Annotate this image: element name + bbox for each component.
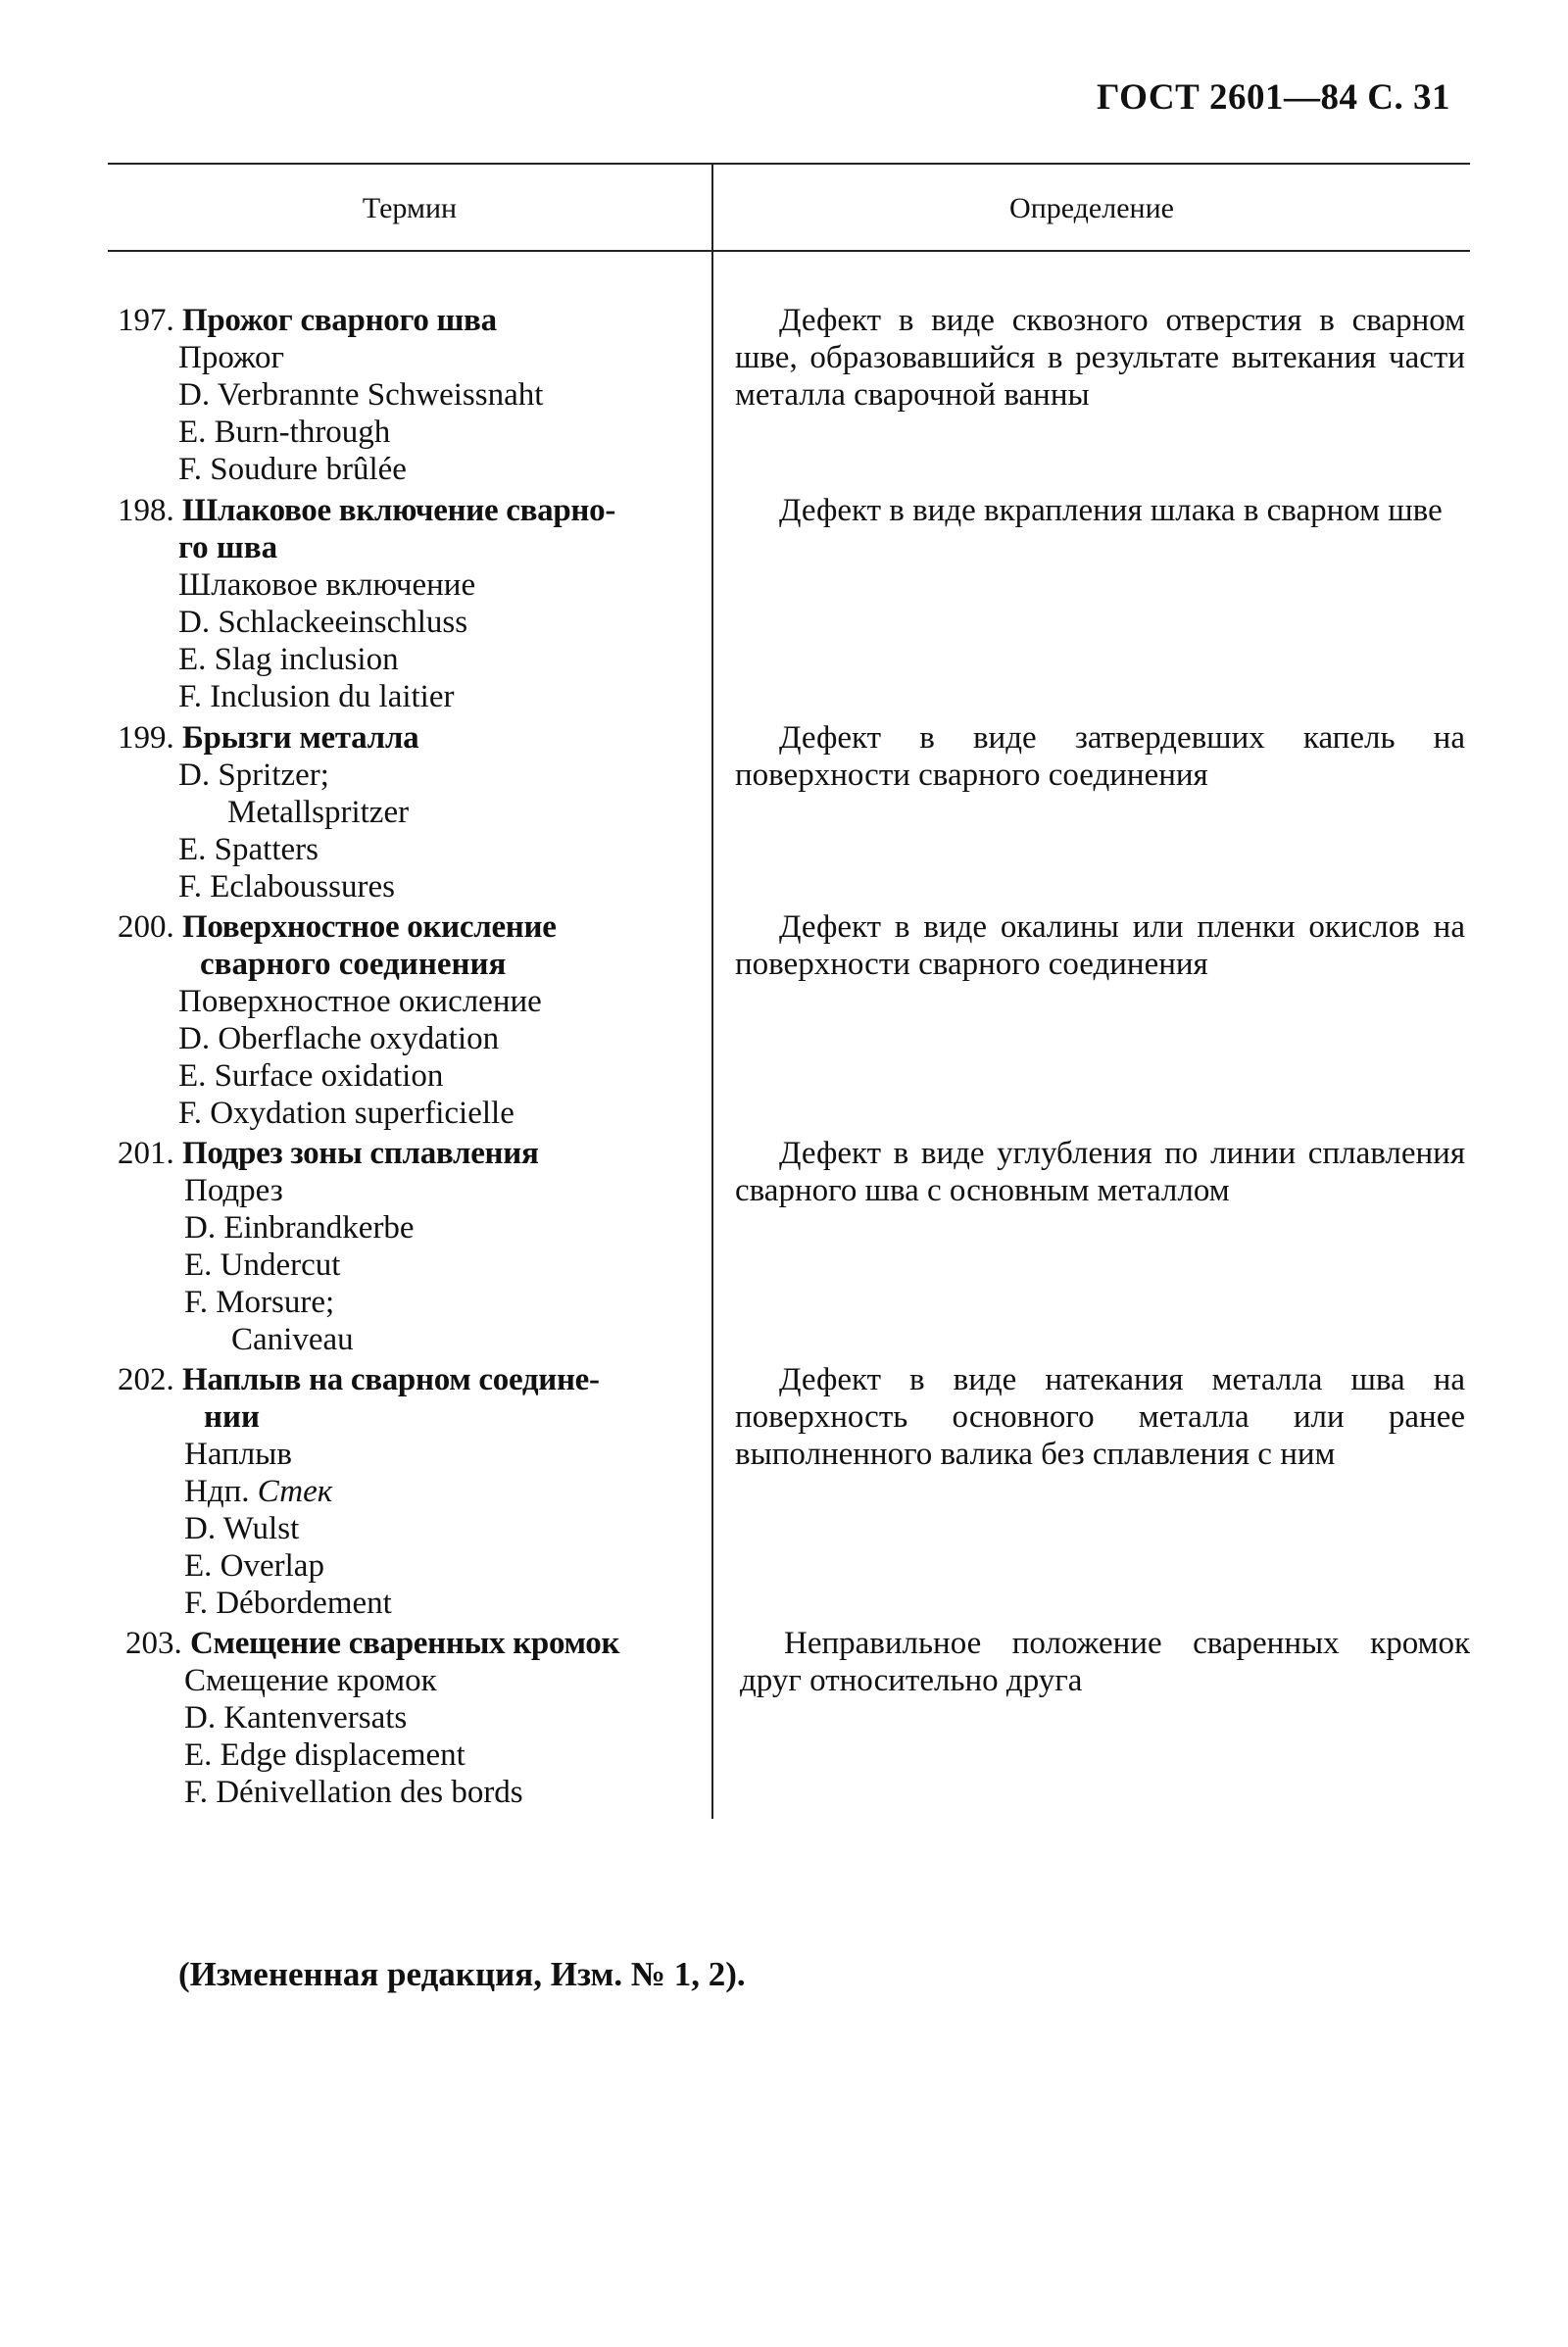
term-cell: [118, 1135, 686, 1358]
term-synonym: E. Overlap: [184, 1548, 324, 1584]
term-title-continuation: нии: [204, 1399, 261, 1435]
term-cell: [125, 1625, 694, 1811]
term-cell: [118, 492, 686, 715]
term-synonym: F. Soudure brûlée: [178, 452, 407, 487]
term-synonym: Подрез: [184, 1173, 283, 1208]
term-cell: [118, 719, 686, 905]
term-synonym: F. Morsure;: [184, 1285, 335, 1320]
term-title: 201. Подрез зоны сплавления: [118, 1136, 539, 1171]
term-synonym: D. Schlackeeinschluss: [178, 605, 468, 640]
term-title: 202. Наплыв на сварном соедине-: [118, 1362, 600, 1397]
page-header: ГОСТ 2601—84 С. 31: [1097, 77, 1450, 118]
term-synonym: F. Inclusion du laitier: [178, 679, 455, 714]
term-synonym: D. Verbrannte Schweissnaht: [178, 377, 544, 413]
term-synonym: Шлаковое включение: [178, 567, 476, 603]
term-synonym: Прожог: [178, 340, 285, 375]
term-title: 200. Поверхностное окисление: [118, 909, 557, 945]
term-synonym: D. Einbrandkerbe: [184, 1210, 415, 1246]
term-synonym: D. Oberflache oxydation: [178, 1021, 500, 1056]
term-cell: [118, 1361, 686, 1622]
term-title: 203. Смещение сваренных кромок: [125, 1626, 620, 1661]
term-synonym: Наплыв: [184, 1437, 292, 1472]
term-synonym: E. Surface oxidation: [178, 1058, 444, 1094]
term-cell: [118, 302, 686, 488]
column-divider: [711, 163, 713, 1819]
table-top-rule: [108, 163, 1470, 165]
term-synonym: D. Kantenversats: [184, 1700, 408, 1736]
term-synonym: D. Wulst: [184, 1511, 300, 1546]
definition-cell: Неправильное положение сваренных кромок друг относительно друга: [740, 1626, 1470, 1698]
term-title: 199. Брызги металла: [118, 720, 419, 756]
table-header-rule: [108, 250, 1470, 252]
term-synonym: Caniveau: [231, 1322, 354, 1357]
definition-cell: Дефект в виде вкрапления шлака в сварном шве: [779, 493, 1443, 528]
term-title-continuation: сварного соединения: [200, 947, 507, 982]
term-synonym: Смещение кромок: [184, 1663, 437, 1698]
term-synonym: E. Slag inclusion: [178, 642, 399, 677]
term-synonym: Поверхностное окисление: [178, 984, 542, 1019]
amendment-note: (Измененная редакция, Изм. № 1, 2).: [178, 1955, 746, 1993]
term-cell: [118, 908, 686, 1132]
term-synonym: F. Dénivellation des bords: [184, 1775, 523, 1810]
column-header-term: Термин: [362, 192, 458, 224]
definition-cell: Дефект в виде натекания металла шва на поверхность основного металла или ранее выполненного валика без сплавления с ним: [735, 1362, 1465, 1472]
term-synonym: F. Oxydation superficielle: [178, 1096, 514, 1131]
term-synonym: F. Eclaboussures: [178, 869, 395, 905]
definition-cell: Дефект в виде углубления по линии сплавления сварного шва с основным металлом: [735, 1136, 1465, 1208]
term-synonym: E. Undercut: [184, 1247, 341, 1283]
term-title: 197. Прожог сварного шва: [118, 303, 497, 338]
term-synonym: F. Débordement: [184, 1586, 392, 1621]
definition-cell: Дефект в виде окалины или пленки окислов на поверхности сварного соединения: [735, 909, 1465, 982]
term-synonym: E. Spatters: [178, 832, 318, 867]
definition-cell: Дефект в виде затвердевших капель на поверхности сварного соединения: [735, 720, 1465, 793]
term-synonym-deprecated: Ндп. Стек: [184, 1474, 333, 1509]
term-title-continuation: го шва: [178, 530, 278, 565]
term-synonym: Metallspritzer: [227, 795, 410, 830]
term-synonym: E. Edge displacement: [184, 1737, 466, 1773]
column-header-definition: Определение: [1009, 192, 1174, 224]
term-synonym: D. Spritzer;: [178, 758, 329, 793]
term-synonym: E. Burn-through: [178, 415, 391, 450]
definition-cell: Дефект в виде сквозного отверстия в сварном шве, образовавшийся в результате вытекания части металла сварочной ванны: [735, 303, 1465, 413]
term-title: 198. Шлаковое включение сварно-: [118, 493, 616, 528]
